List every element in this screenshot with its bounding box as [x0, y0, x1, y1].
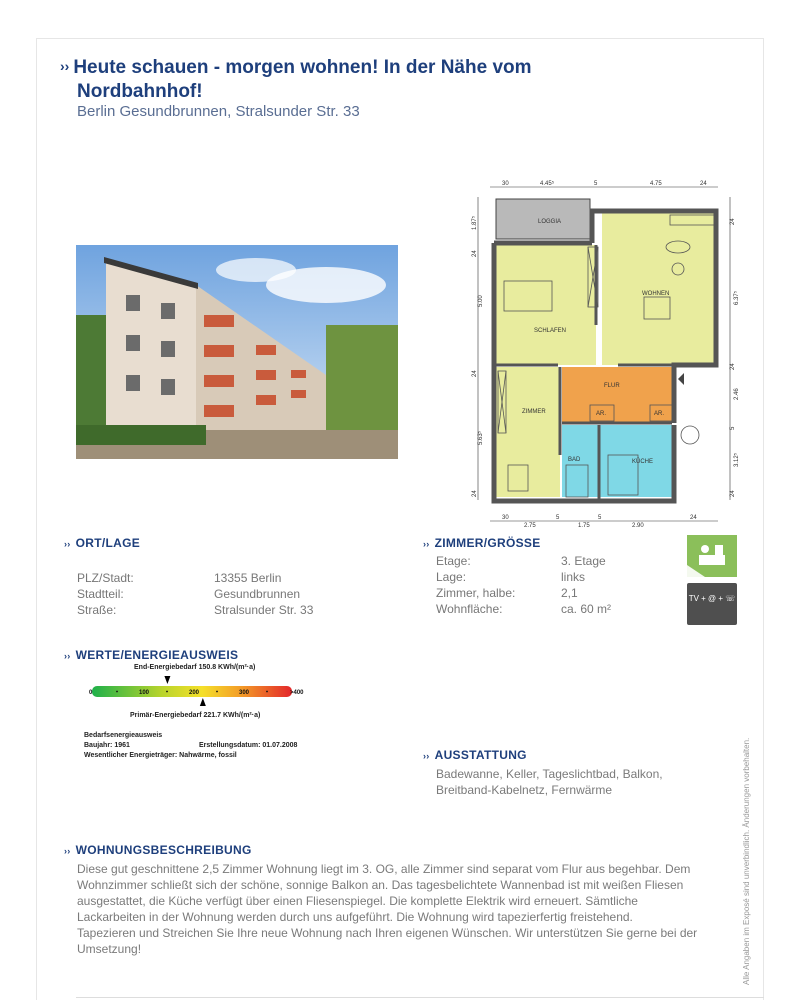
ausstattung-heading: ›› AUSSTATTUNG: [423, 748, 527, 762]
energy-tick-label: 100: [139, 690, 150, 696]
end-energy-label: End-Energiebedarf 150.8 KWh/(m²·a): [134, 664, 256, 671]
ort-heading: ›› ORT/LAGE: [64, 536, 141, 550]
dim-left-2: 5.00: [478, 295, 484, 307]
dim-left-5: 24: [472, 490, 478, 497]
address-subtitle: Berlin Gesundbrunnen, Stralsunder Str. 33: [77, 103, 360, 120]
room-ar-2: AR.: [654, 411, 665, 417]
dim-right-0: 24: [730, 218, 736, 225]
room-loggia: LOGGIA: [538, 219, 562, 225]
energy-tick-dot: [266, 691, 268, 693]
ausstattung-text: Badewanne, Keller, Tageslichtbad, Balkon, Breitband-Kabelnetz, Fernwärme: [436, 767, 663, 797]
dim-top-2: 5: [594, 181, 598, 187]
balcony-icon: [687, 535, 737, 577]
building-photo: [76, 245, 398, 459]
room-schlafen: SCHLAFEN: [534, 328, 567, 334]
dim-right-6: 24: [730, 490, 736, 497]
dim-bottom-6: 24: [690, 515, 697, 521]
dim-bottom-3: 1.75: [578, 523, 590, 529]
dim-top-3: 4.75: [650, 181, 662, 187]
dim-bottom-2: 5: [556, 515, 560, 521]
energie-heading: ›› WERTE/ENERGIEAUSWEIS: [64, 648, 239, 662]
footer-divider: [76, 997, 764, 998]
disclaimer: Alle Angaben im Exposé sind unverbindlich. Änderungen vorbehalten.: [742, 737, 751, 985]
entrance-arrow-icon: [678, 373, 684, 385]
energy-tick-label: >400: [290, 690, 304, 696]
baujahr: Baujahr: 1961: [84, 742, 130, 749]
dim-bottom-4: 5: [598, 515, 602, 521]
energy-tick-dot: [166, 691, 168, 693]
dim-top-4: 24: [700, 181, 707, 187]
dim-left-0: 1.87⁵: [472, 215, 478, 230]
dim-left-1: 24: [472, 250, 478, 257]
primary-energy-label: Primär-Energiebedarf 221.7 KWh/(m²·a): [130, 712, 261, 719]
zimmer-table: [436, 553, 676, 617]
floor-plan: [468, 175, 744, 530]
energy-tick-dot: [216, 691, 218, 693]
dim-top-1: 4.45⁵: [540, 181, 555, 187]
room-flur: FLUR: [604, 383, 620, 389]
zimmer-row: Lage: links: [436, 570, 586, 584]
room-ar-1: AR.: [596, 411, 607, 417]
dim-right-3: 2.46: [734, 388, 740, 400]
beschreibung-text: Diese gut geschnittene 2,5 Zimmer Wohnung liegt im 3. OG, alle Zimmer sind separat vom Flur aus begehbar. Dem Wohnzimmer schließt sich der schöne, sonnige Balkon an. Das tagesbelichtete Wannenbad ist mit weißen Fliesen ausgestattet, die Küche verfügt über einen Fliesenspiegel. Die komplette Elektrik wird erneuert. Sämtliche Lackarbeiten in der Wohnung werden durch uns aufgeführt. Die Wohnung wird tapezierfertig freistehend. Tapezieren und Streichen Sie Ihre neue Wohnung nach Ihren eigenen Wünschen. Wir unterstützen Sie gerne bei der Umsetzung!: [77, 862, 698, 956]
dim-right-4: 5: [730, 426, 736, 430]
dim-left-4: 5.63⁵: [478, 430, 484, 445]
zimmer-row: Wohnfläche: ca. 60 m²: [436, 602, 612, 616]
energietraeger: Wesentlicher Energieträger: Nahwärme, fossil: [84, 752, 237, 759]
room-bad: BAD: [568, 457, 581, 463]
dim-left-3: 24: [472, 370, 478, 377]
dim-right-5: 3.12⁵: [734, 452, 740, 467]
zimmer-heading: ›› ZIMMER/GRÖSSE: [423, 536, 541, 550]
beschreibung-heading: ›› WOHNUNGSBESCHREIBUNG: [64, 843, 252, 857]
dim-bottom-5: 2.90: [632, 523, 644, 529]
dim-bottom-1: 2.75: [524, 523, 536, 529]
page-title: ›› Heute schauen - morgen wohnen! In der Nähe vom Nordbahnhof!: [60, 57, 532, 102]
media-icon: TV + @ + ☏: [687, 583, 737, 625]
dim-top-0: 30: [502, 181, 509, 187]
room-kueche: KÜCHE: [632, 459, 654, 465]
ort-table: [77, 570, 337, 618]
certificate-type: Bedarfsenergieausweis: [84, 732, 163, 739]
zimmer-row: Zimmer, halbe: 2,1: [436, 586, 578, 600]
energy-tick-label: 300: [239, 690, 250, 696]
energy-tick-label: 200: [189, 690, 200, 696]
primary-energy-marker: [200, 698, 206, 706]
dim-right-1: 6.37⁵: [734, 290, 740, 305]
room-wohnen: WOHNEN: [642, 291, 670, 297]
dim-right-2: 24: [730, 363, 736, 370]
energy-tick-label: 0: [89, 690, 93, 696]
zimmer-row: Etage: 3. Etage: [436, 554, 606, 568]
ort-row: Stadtteil: Gesundbrunnen: [77, 587, 301, 601]
room-zimmer: ZIMMER: [522, 409, 546, 415]
ort-row: PLZ/Stadt: 13355 Berlin: [77, 571, 282, 585]
ort-row: Straße: Stralsunder Str. 33: [77, 603, 314, 617]
energy-certificate: [84, 662, 314, 762]
end-energy-marker: [164, 676, 170, 684]
erstellungsdatum: Erstellungsdatum: 01.07.2008: [199, 742, 298, 749]
dim-bottom-0: 30: [502, 515, 509, 521]
energy-tick-dot: [116, 691, 118, 693]
